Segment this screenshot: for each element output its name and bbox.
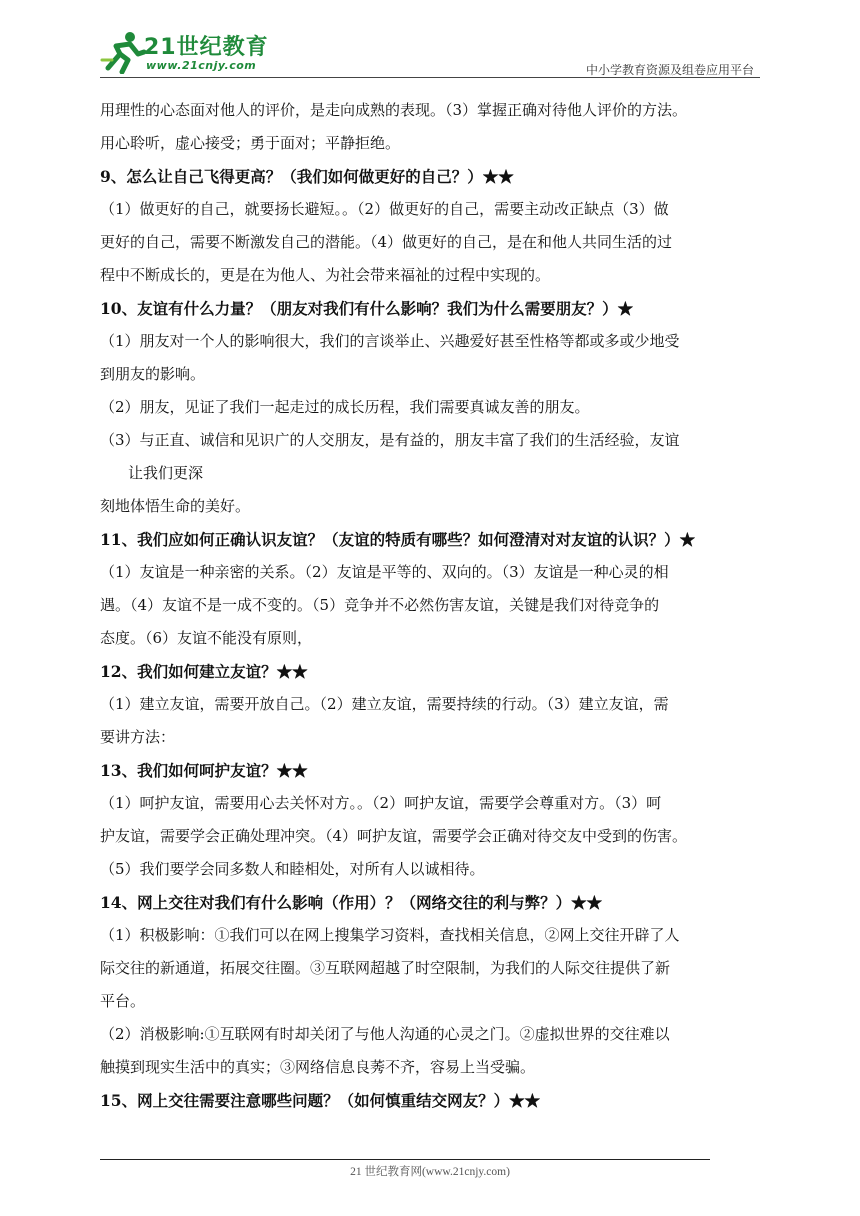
question-heading: 10、友谊有什么力量？（朋友对我们有什么影响？我们为什么需要朋友？）★ bbox=[100, 299, 634, 318]
body-line: 程中不断成长的，更是在为他人、为社会带来福祉的过程中实现的。 bbox=[100, 266, 551, 284]
body-line: 刻地体悟生命的美好。 bbox=[100, 497, 251, 515]
body-line: 要讲方法： bbox=[100, 728, 176, 746]
body-line: 遇。（4）友谊不是一成不变的。（5）竞争并不必然伤害友谊，关键是我们对待竞争的 bbox=[100, 596, 660, 614]
logo-url: www.21cnjy.com bbox=[146, 59, 257, 72]
question-heading: 15、网上交往需要注意哪些问题？（如何慎重结交网友？）★★ bbox=[100, 1091, 541, 1110]
body-line: 态度。（6）友谊不能没有原则， bbox=[100, 629, 313, 647]
question-heading: 11、我们应如何正确认识友谊？（友谊的特质有哪些？如何澄清对对友谊的认识？）★ bbox=[100, 530, 696, 549]
footer-divider bbox=[100, 1159, 710, 1160]
body-line: 际交往的新通道，拓展交往圈。③互联网超越了时空限制，为我们的人际交往提供了新 bbox=[100, 959, 671, 977]
page-footer[interactable]: 21 世纪教育网(www.21cnjy.com) bbox=[350, 1166, 510, 1178]
runner-logo-icon bbox=[100, 30, 146, 74]
platform-name: 中小学教育资源及组卷应用平台 bbox=[585, 63, 754, 77]
document-body bbox=[100, 94, 764, 1117]
body-line: （2）消极影响:①互联网有时却关闭了与他人沟通的心灵之门。②虚拟世界的交往难以 bbox=[100, 1025, 670, 1043]
header-divider bbox=[100, 77, 760, 78]
body-line: 平台。 bbox=[100, 992, 146, 1010]
body-line: （1）积极影响：①我们可以在网上搜集学习资料，查找相关信息，②网上交往开辟了人 bbox=[100, 926, 680, 944]
body-line: （1）呵护友谊，需要用心去关怀对方。。（2）呵护友谊，需要学会尊重对方。（3）呵 bbox=[100, 794, 662, 812]
body-line: （2）朋友，见证了我们一起走过的成长历程，我们需要真诚友善的朋友。 bbox=[100, 398, 590, 416]
site-logo[interactable] bbox=[100, 28, 270, 78]
question-heading: 14、网上交往对我们有什么影响（作用）？（网络交往的利与弊？）★★ bbox=[100, 893, 603, 912]
body-line: 用理性的心态面对他人的评价，是走向成熟的表现。（3）掌握正确对待他人评价的方法。 bbox=[100, 101, 688, 119]
body-line: （1）朋友对一个人的影响很大，我们的言谈举止、兴趣爱好甚至性格等都或多或少地受 bbox=[100, 332, 680, 350]
question-heading: 9、怎么让自己飞得更高？（我们如何做更好的自己？）★★ bbox=[100, 167, 514, 186]
body-line: （1）友谊是一种亲密的关系。（2）友谊是平等的、双向的。（3）友谊是一种心灵的相 bbox=[100, 563, 669, 581]
body-line: （1）做更好的自己，就要扬长避短。。（2）做更好的自己，需要主动改正缺点（3）做 bbox=[100, 200, 669, 218]
body-line: 护友谊，需要学会正确处理冲突。（4）呵护友谊，需要学会正确对待交友中受到的伤害。 bbox=[100, 827, 688, 845]
question-heading: 13、我们如何呵护友谊？★★ bbox=[100, 761, 308, 780]
page-header bbox=[100, 28, 760, 80]
body-line: （3）与正直、诚信和见识广的人交朋友，是有益的，朋友丰富了我们的生活经验，友谊 bbox=[100, 431, 680, 449]
body-line: （5）我们要学会同多数人和睦相处，对所有人以诚相待。 bbox=[100, 860, 485, 878]
body-line: 到朋友的影响。 bbox=[100, 365, 206, 383]
body-line: 更好的自己，需要不断激发自己的潜能。（4）做更好的自己，是在和他人共同生活的过 bbox=[100, 233, 673, 251]
question-heading: 12、我们如何建立友谊？★★ bbox=[100, 662, 308, 681]
body-line: 让我们更深 bbox=[128, 464, 204, 482]
body-line: 触摸到现实生活中的真实；③网络信息良莠不齐，容易上当受骗。 bbox=[100, 1058, 536, 1076]
body-line: （1）建立友谊，需要开放自己。（2）建立友谊，需要持续的行动。（3）建立友谊，需 bbox=[100, 695, 669, 713]
body-line: 用心聆听，虚心接受；勇于面对；平静拒绝。 bbox=[100, 134, 401, 152]
logo-text: 21世纪教育 bbox=[144, 35, 269, 60]
